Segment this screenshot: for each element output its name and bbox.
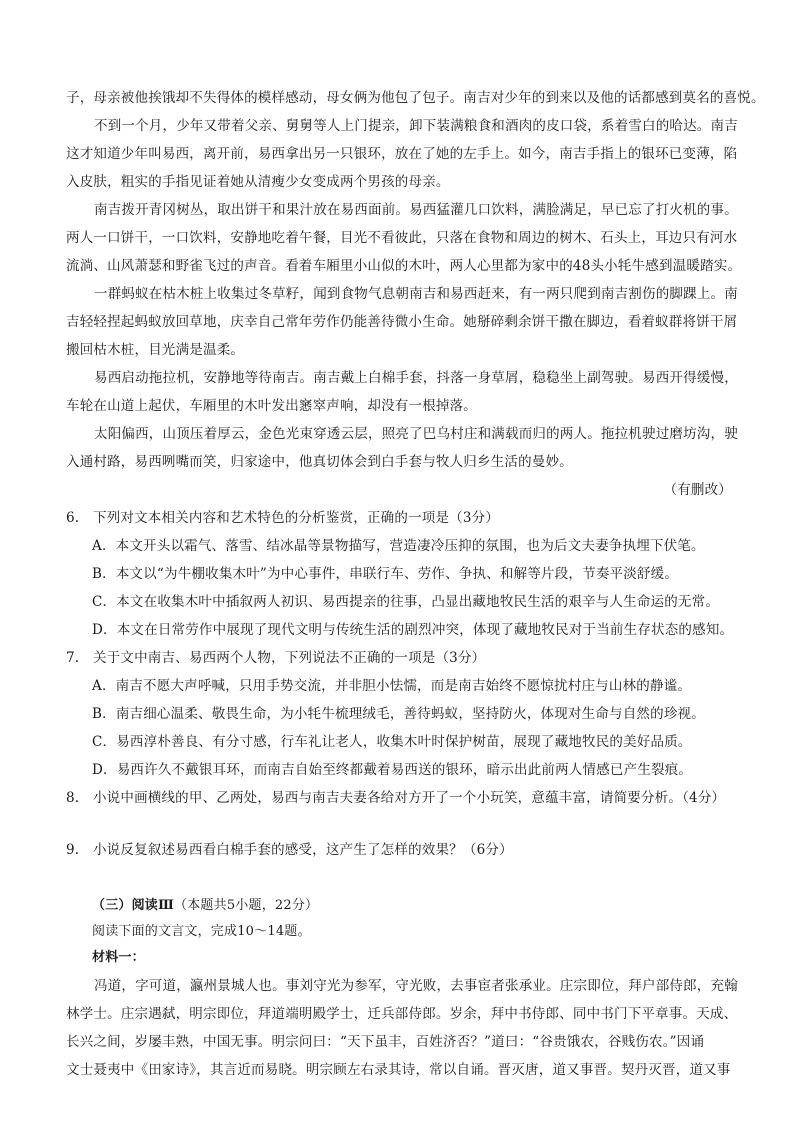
story-para-line: 一群蚂蚁在枯木桩上收集过冬草籽，闻到食物气息朝南吉和易西赶来，有一两只爬到南吉割伤的脚踝上。南 [94, 286, 738, 302]
story-para-line: 太阳偏西，山顶压着厚云，金色光束穿透云层，照亮了巴乌村庄和满载而归的两人。拖拉机驶过磨坊沟，驶 [94, 426, 738, 442]
question-7-option-c: C．易西淳朴善良、有分寸感，行车礼让老人，收集木叶时保护树苗，展现了藏地牧民的美好品质。 [92, 734, 692, 750]
story-para-line: 入皮肤，粗实的手指见证着她从清瘦少女变成两个男孩的母亲。 [66, 174, 450, 190]
question-6-option-c: C．本文在收集木叶中插叙两人初识、易西提亲的往事，凸显出藏地牧民生活的艰辛与人生命运的无常。 [92, 594, 720, 610]
question-7-option-a: A．南吉不愿大声呼喊，只用手势交流，并非胆小怯懦，而是南吉始终不愿惊扰村庄与山林的静谧。 [92, 678, 692, 694]
question-8: 8. 小说中画横线的甲、乙两处，易西与南吉夫妻各给对方开了一个小玩笑，意蕴丰富，请简要分析。（4分） [66, 790, 726, 806]
section-heading-label: （三）阅读Ⅲ [92, 898, 175, 913]
section-instruction: 阅读下面的文言文，完成10～14题。 [92, 924, 311, 939]
story-para-line: 不到一个月，少年又带着父亲、舅舅等人上门提亲，卸下装满粮食和酒肉的皮口袋，系着雪白的哈达。南吉 [94, 118, 738, 134]
question-6: 6. 下列对文本相关内容和艺术特色的分析鉴赏，正确的一项是（3分） [66, 510, 500, 526]
edit-note: （有删改） [663, 482, 732, 498]
section-heading-detail: （本题共5小题，22分） [174, 898, 319, 913]
story-para-line: 南吉拨开青冈树丛，取出饼干和果汁放在易西面前。易西猛灌几口饮料，满脸满足，早已忘了打火机的事。 [94, 202, 738, 218]
material-label: 材料一： [92, 950, 145, 965]
classical-text-line: 冯道，字可道，瀛州景城人也。事刘守光为参军，守光败，去事宦者张承业。庄宗即位，拜户部侍郎，充翰 [94, 978, 738, 994]
question-6-option-a: A．本文开头以霜气、落雪、结冰晶等景物描写，营造凄冷压抑的氛围，也为后文夫妻争执埋下伏笔。 [92, 538, 705, 554]
story-para-line: 易西启动拖拉机，安静地等待南吉。南吉戴上白棉手套，抖落一身草屑，稳稳坐上副驾驶。易西开得缓慢， [94, 370, 738, 386]
question-9: 9. 小说反复叙述易西看白棉手套的感受，这产生了怎样的效果？（6分） [66, 842, 513, 858]
classical-text-line: 长兴之间，岁屡丰熟，中国无事。明宗问曰：“天下虽丰，百姓济否？”道曰：“谷贵饿农，谷贱伤农。”因诵 [66, 1034, 705, 1050]
story-para-line: 流淌、山风萧瑟和野雀飞过的声音。看着车厢里小山似的木叶，两人心里都为家中的48头小牦牛感到温暖踏实。 [66, 258, 742, 274]
question-7: 7. 关于文中南吉、易西两个人物，下列说法不正确的一项是（3分） [66, 650, 486, 666]
story-para-line: 车轮在山道上起伏，车厢里的木叶发出窸窣声响，却没有一根掉落。 [66, 398, 477, 414]
question-6-option-b: B．本文以“为牛棚收集木叶”为中心事件，串联行车、劳作、争执、和解等片段，节奏平淡舒缓。 [92, 566, 679, 582]
story-para-line: 这才知道少年叫易西，离开前，易西拿出另一只银环，放在了她的左手上。如今，南吉手指上的银环已变薄，陷 [66, 146, 738, 162]
story-para-line: 吉轻轻捏起蚂蚁放回草地，庆幸自己常年劳作仍能善待微小生命。她掰碎剩余饼干撒在脚边，看着蚁群将饼干屑 [66, 314, 738, 330]
story-para-line: 两人一口饼干，一口饮料，安静地吃着午餐，目光不看彼此，只落在食物和周边的树木、石头上，耳边只有河水 [66, 230, 738, 246]
story-para-line: 入通村路，易西咧嘴而笑，归家途中，他真切体会到白手套与牧人归乡生活的曼妙。 [66, 454, 573, 470]
classical-text-line: 文士聂夷中《田家诗》，其言近而易晓。明宗顾左右录其诗，常以自诵。晋灭唐，道又事晋。契丹灭晋，道又事 [66, 1062, 731, 1078]
question-7-option-d: D．易西许久不戴银耳环，而南吉自始至终都戴着易西送的银环，暗示出此前两人情感已产生裂痕。 [92, 762, 693, 778]
classical-text-line: 林学士。庄宗遇弑，明宗即位，拜道端明殿学士，迁兵部侍郎。岁余，拜中书侍郎、同中书门下平章事。天成、 [66, 1006, 738, 1022]
story-para-end: 子，母亲被他挨饿却不失得体的模样感动，母女俩为他包了包子。南吉对少年的到来以及他的话都感到莫名的喜悦。 [66, 90, 765, 106]
question-6-option-d: D．本文在日常劳作中展现了现代文明与传统生活的剧烈冲突，体现了藏地牧民对于当前生存状态的感知。 [92, 622, 734, 638]
story-para-line: 搬回枯木桩，目光满是温柔。 [66, 342, 245, 358]
question-7-option-b: B．南吉细心温柔、敬畏生命，为小牦牛梳理绒毛，善待蚂蚁，坚持防火，体现对生命与自然的珍视。 [92, 706, 705, 722]
section-heading [92, 892, 318, 920]
